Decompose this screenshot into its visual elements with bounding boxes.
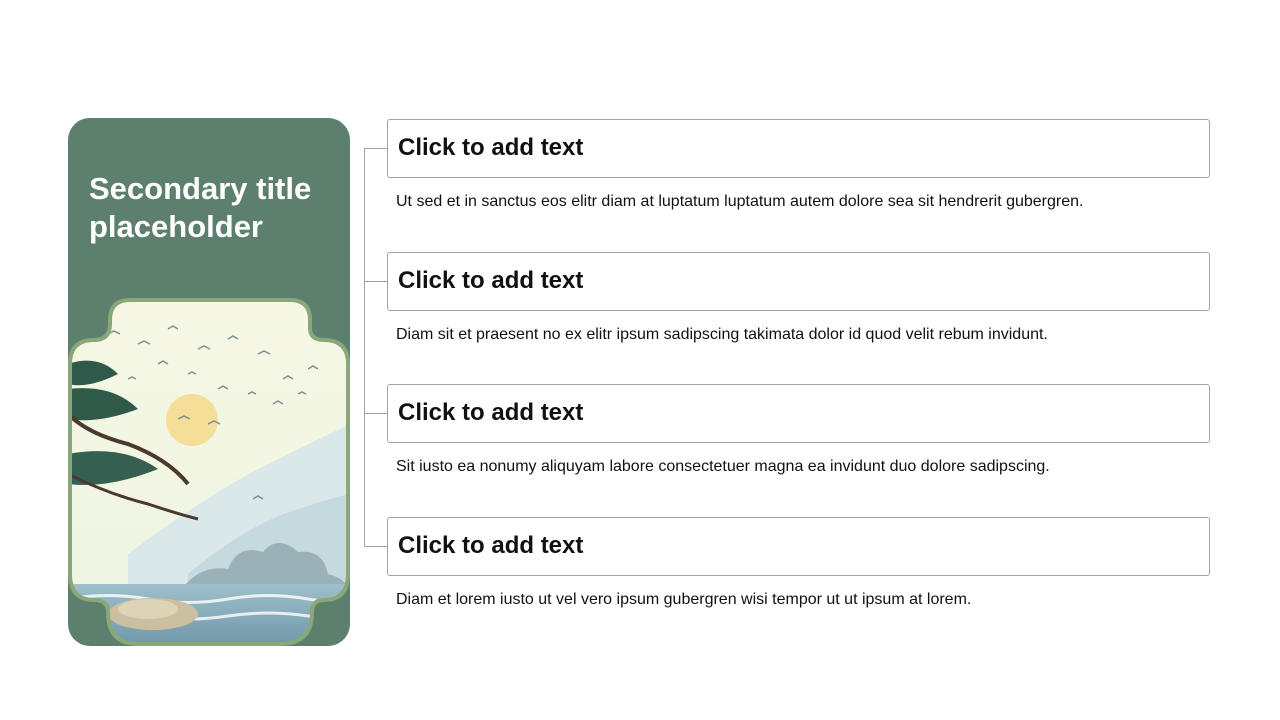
item-heading-box[interactable] — [387, 384, 1210, 443]
item-heading-box[interactable] — [387, 119, 1210, 178]
item-body-text[interactable]: Diam sit et praesent no ex elitr ipsum sadipscing takimata dolor id quod velit rebum invidunt. — [396, 326, 1048, 343]
item-body-text[interactable]: Diam et lorem iusto ut vel vero ipsum gubergren wisi tempor ut ut ipsum at lorem. — [396, 591, 972, 608]
item-heading[interactable]: Click to add text — [398, 134, 584, 161]
list-item — [387, 384, 1210, 475]
item-heading[interactable]: Click to add text — [398, 399, 584, 426]
item-heading[interactable]: Click to add text — [398, 532, 584, 559]
item-body-text[interactable]: Sit iusto ea nonumy aliquyam labore consectetuer magna ea invidunt duo dolore sadipscing. — [396, 458, 1050, 475]
item-heading-box[interactable] — [387, 517, 1210, 576]
secondary-title-placeholder[interactable]: Secondary title placeholder — [89, 171, 312, 244]
item-heading[interactable]: Click to add text — [398, 267, 584, 294]
list-item — [387, 119, 1210, 210]
connector-lines — [360, 140, 390, 550]
left-panel — [68, 118, 350, 646]
list-item — [387, 517, 1210, 608]
list-item — [387, 252, 1210, 343]
item-body-text[interactable]: Ut sed et in sanctus eos elitr diam at luptatum luptatum autem dolore sea sit hendrerit gubergren. — [396, 193, 1084, 210]
landscape-illustration — [68, 294, 350, 646]
item-heading-box[interactable] — [387, 252, 1210, 311]
